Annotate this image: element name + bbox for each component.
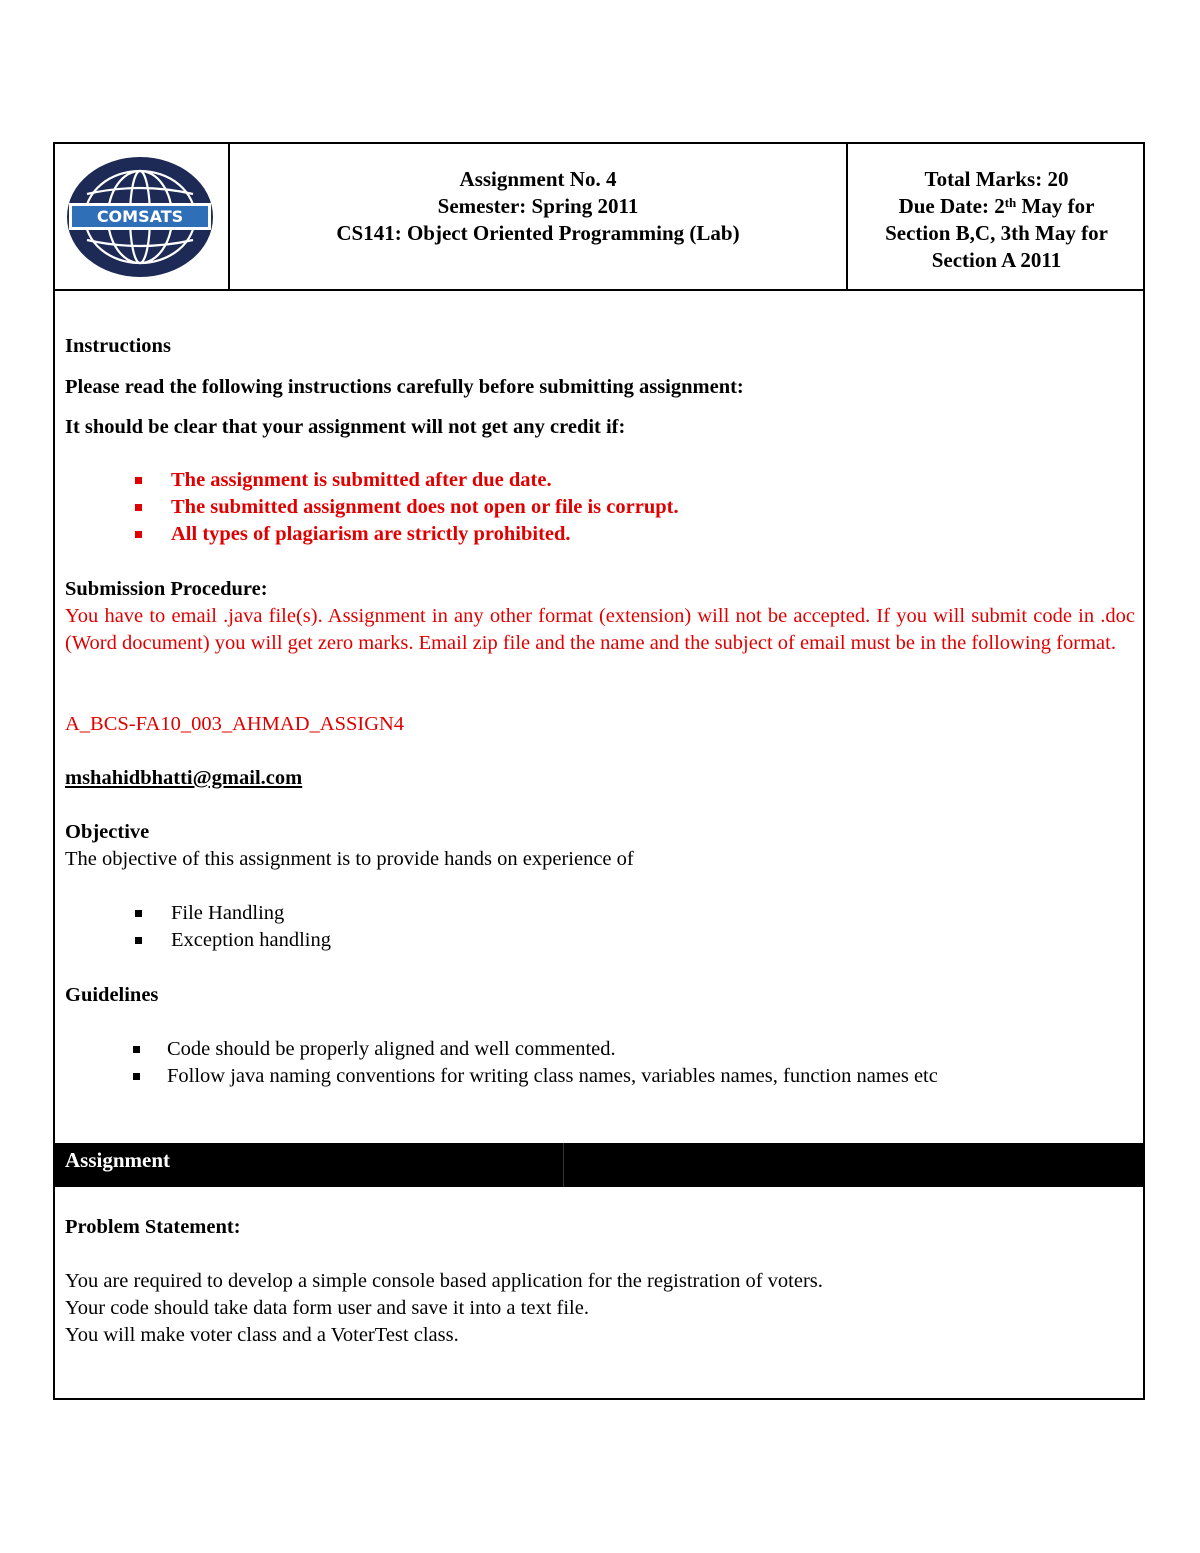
- square-bullet-icon: [133, 1046, 140, 1053]
- square-bullet-icon: [133, 1073, 140, 1080]
- assignment-bar: [55, 1143, 1143, 1187]
- list-item: File Handling: [65, 900, 331, 927]
- assignment-bar-label: Assignment: [65, 1148, 171, 1172]
- total-marks: Total Marks: 20: [924, 167, 1069, 191]
- list-item: Follow java naming conventions for writing class names, variables names, function names etc: [65, 1063, 938, 1090]
- submission-heading: Submission Procedure:: [65, 578, 268, 600]
- submission-format: A_BCS-FA10_003_AHMAD_ASSIGN4: [65, 713, 405, 735]
- guidelines-heading: Guidelines: [65, 984, 159, 1006]
- header-table: [55, 144, 1143, 291]
- due-date-line2: Section B,C, 3th May for: [885, 221, 1108, 245]
- objective-heading: Objective: [65, 821, 150, 843]
- list-item: Code should be properly aligned and well commented.: [65, 1036, 938, 1063]
- instructions-line1: Please read the following instructions carefully before submitting assignment:: [65, 376, 744, 398]
- square-bullet-icon: [135, 477, 142, 484]
- title-cell: [230, 144, 848, 289]
- svg-text:COMSATS: COMSATS: [96, 207, 184, 226]
- list-item: All types of plagiarism are strictly prohibited.: [65, 521, 679, 548]
- problem-line3: You will make voter class and a VoterTest class.: [65, 1324, 459, 1346]
- list-item: The submitted assignment does not open or file is corrupt.: [65, 494, 679, 521]
- instructions-heading: Instructions: [65, 335, 171, 357]
- semester: Semester: Spring 2011: [437, 194, 639, 218]
- submission-text: You have to email .java file(s). Assignment in any other format (extension) will not be accepted. If you will submit code in .doc (Word document) you will get zero marks. Email zip file and the name and the subject of email must be in the following format.: [65, 605, 1135, 654]
- course-title: CS141: Object Oriented Programming (Lab): [336, 221, 740, 245]
- assignment-frame: [53, 142, 1145, 1400]
- problem-heading: Problem Statement:: [65, 1216, 241, 1238]
- list-item: The assignment is submitted after due date.: [65, 467, 679, 494]
- instructions-line2: It should be clear that your assignment will not get any credit if:: [65, 416, 626, 438]
- due-date: Due Date: 2th May for: [898, 194, 1095, 218]
- submission-email[interactable]: mshahidbhatti@gmail.com: [65, 767, 303, 789]
- comsats-logo: [65, 156, 215, 278]
- objective-text: The objective of this assignment is to provide hands on experience of: [65, 848, 634, 870]
- credit-conditions-list: [65, 467, 679, 548]
- bar-divider: [563, 1143, 564, 1187]
- guidelines-list: [65, 1036, 938, 1090]
- problem-line2: Your code should take data form user and save it into a text file.: [65, 1297, 589, 1319]
- list-item: Exception handling: [65, 927, 331, 954]
- problem-line1: You are required to develop a simple console based application for the registration of voters.: [65, 1270, 823, 1292]
- due-date-line3: Section A 2011: [931, 248, 1062, 272]
- square-bullet-icon: [135, 531, 142, 538]
- marks-cell: [848, 144, 1145, 289]
- logo-cell: [55, 144, 230, 289]
- objective-list: [65, 900, 331, 954]
- square-bullet-icon: [135, 910, 142, 917]
- square-bullet-icon: [135, 504, 142, 511]
- assignment-number: Assignment No. 4: [459, 167, 617, 191]
- square-bullet-icon: [135, 937, 142, 944]
